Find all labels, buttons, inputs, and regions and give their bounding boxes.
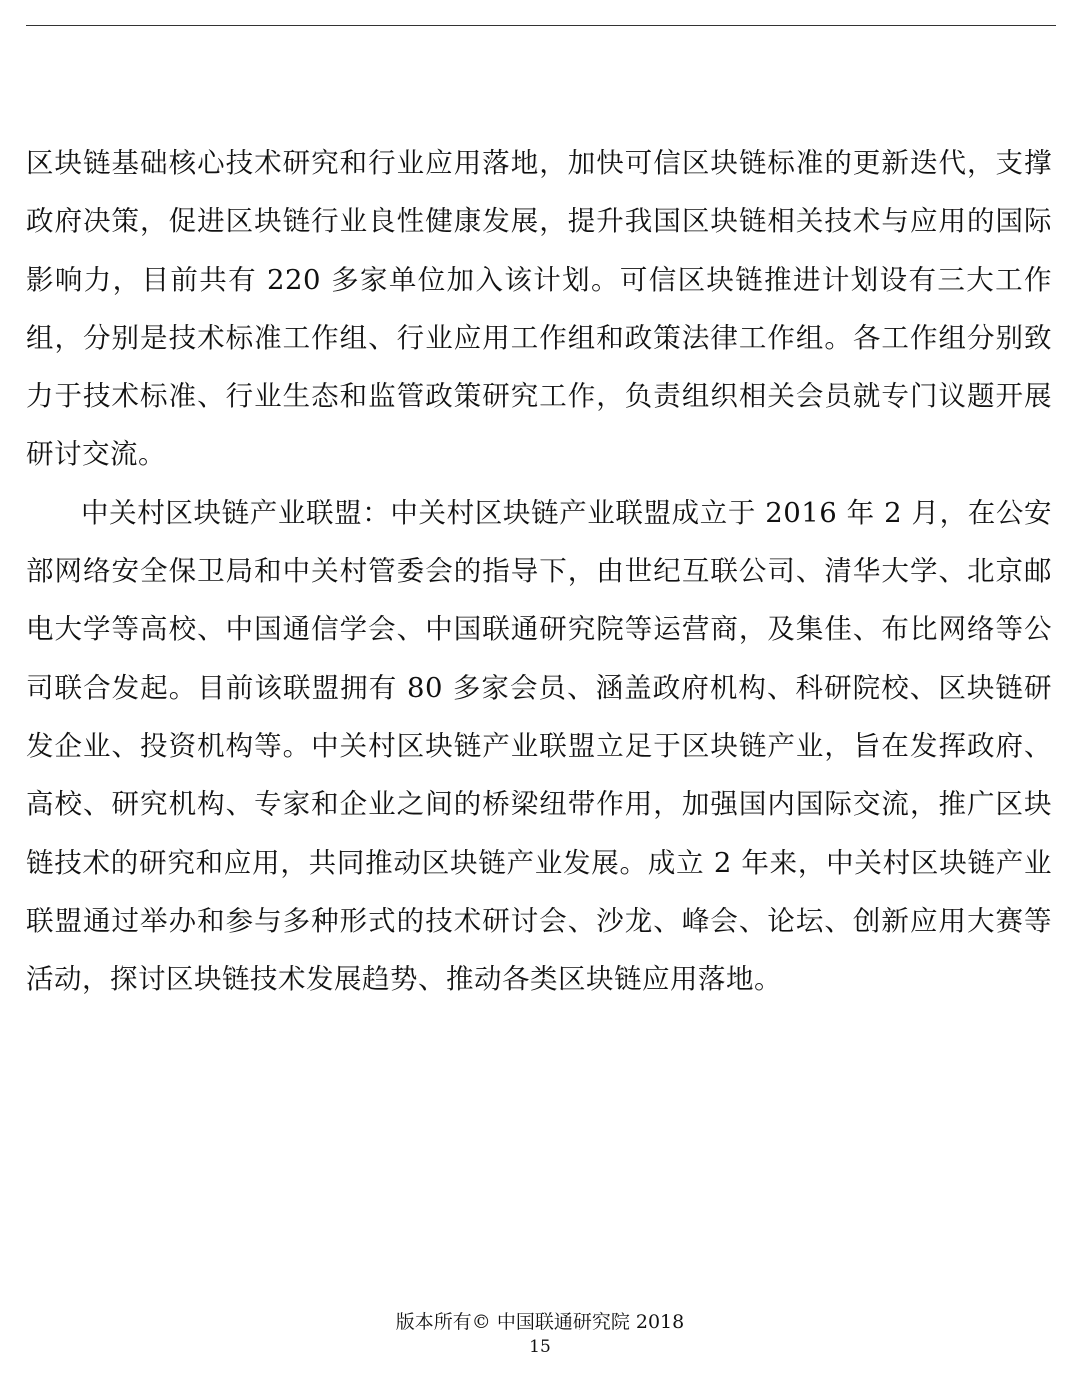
paragraph-trusted-blockchain-continued: 区块链基础核心技术研究和行业应用落地，加快可信区块链标准的更新迭代，支撑政府决策，促进区块链行业良性健康发展，提升我国区块链相关技术与应用的国际影响力，目前共有 220 多家单位加入该计划。可信区块链推进计划设有三大工作组，分别是技术标准工作组、行业应用工作组和政策法律工作组。各工作组分别致力于技术标准、行业生态和监管政策研究工作，负责组织相关会员就专门议题开展研讨交流。 [26, 147, 1052, 471]
paragraph-zhongguancun-alliance: 中关村区块链产业联盟：中关村区块链产业联盟成立于 2016 年 2 月，在公安部网络安全保卫局和中关村管委会的指导下，由世纪互联公司、清华大学、北京邮电大学等高校、中国通信学会、中国联通研究院等运营商，及集佳、布比网络等公司联合发起。目前该联盟拥有 80 多家会员、涵盖政府机构、科研院校、区块链研发企业、投资机构等。中关村区块链产业联盟立足于区块链产业，旨在发挥政府、高校、研究机构、专家和企业之间的桥梁纽带作用，加强国内国际交流，推广区块链技术的研究和应用，共同推动区块链产业发展。成立 2 年来，中关村区块链产业联盟通过举办和参与多种形式的技术研讨会、沙龙、峰会、论坛、创新应用大赛等活动，探讨区块链技术发展趋势、推动各类区块链应用落地。 [26, 496, 1052, 996]
footer-copyright: 版本所有© 中国联通研究院 2018 [395, 1311, 685, 1333]
page-number: 15 [529, 1337, 551, 1357]
header-divider [26, 25, 1056, 26]
document-body [26, 134, 1052, 1008]
